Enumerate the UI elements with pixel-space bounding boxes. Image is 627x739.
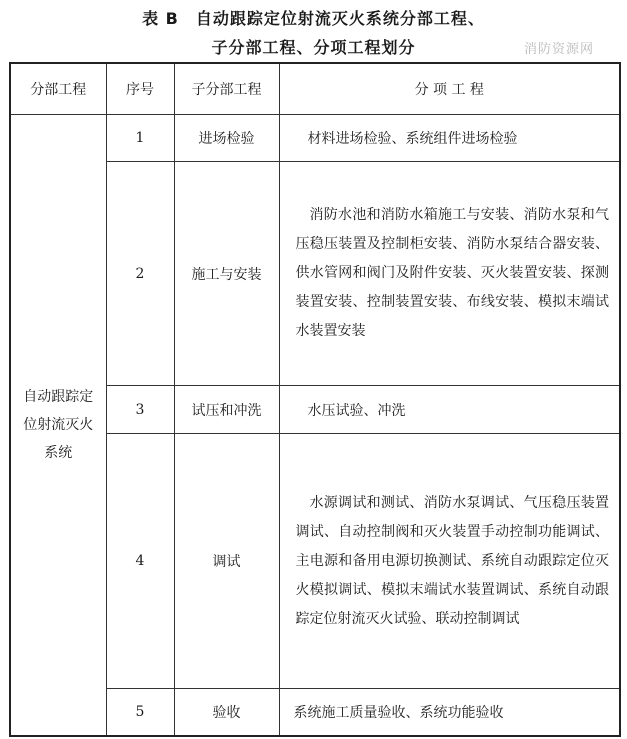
items-cell: 材料进场检验、系统组件进场检验	[279, 115, 620, 162]
row-number: 5	[106, 689, 174, 736]
items-cell: 系统施工质量验收、系统功能验收	[279, 689, 620, 736]
header-number: 序号	[106, 63, 174, 115]
table-title-line1: 表 B 自动跟踪定位射流灭火系统分部工程、	[142, 9, 485, 28]
subdivision-cell: 调试	[174, 434, 279, 689]
subdivision-cell: 验收	[174, 689, 279, 736]
subdivision-cell: 进场检验	[174, 115, 279, 162]
header-items: 分 项 工 程	[279, 63, 620, 115]
items-cell: 水源调试和测试、消防水泵调试、气压稳压装置调试、自动控制阀和灭火装置手动控制功能调试、主电源和备用电源切换测试、系统自动跟踪定位灭火模拟调试、模拟末端试水装置调试、系统自动跟踪定位射流灭火试验、联动控制调试	[279, 434, 620, 689]
row-number: 2	[106, 162, 174, 386]
header-division: 分部工程	[10, 63, 106, 115]
watermark-text: 消防资源网	[524, 42, 595, 57]
subdivision-cell: 试压和冲洗	[174, 386, 279, 434]
division-table	[9, 62, 621, 737]
header-row	[10, 63, 620, 115]
row-number: 4	[106, 434, 174, 689]
subdivision-cell: 施工与安装	[174, 162, 279, 386]
table-title-line2: 子分部工程、分项工程划分	[211, 38, 416, 57]
items-cell: 消防水池和消防水箱施工与安装、消防水泵和气压稳压装置及控制柜安装、消防水泵结合器安装、供水管网和阀门及附件安装、灭火装置安装、探测装置安装、控制装置安装、布线安装、模拟末端试水装置安装	[279, 162, 620, 386]
division-cell: 自动跟踪定位射流灭火系统	[10, 115, 106, 736]
table-row	[10, 115, 620, 162]
row-number: 3	[106, 386, 174, 434]
items-cell: 水压试验、冲洗	[279, 386, 620, 434]
row-number: 1	[106, 115, 174, 162]
header-subdivision: 子分部工程	[174, 63, 279, 115]
